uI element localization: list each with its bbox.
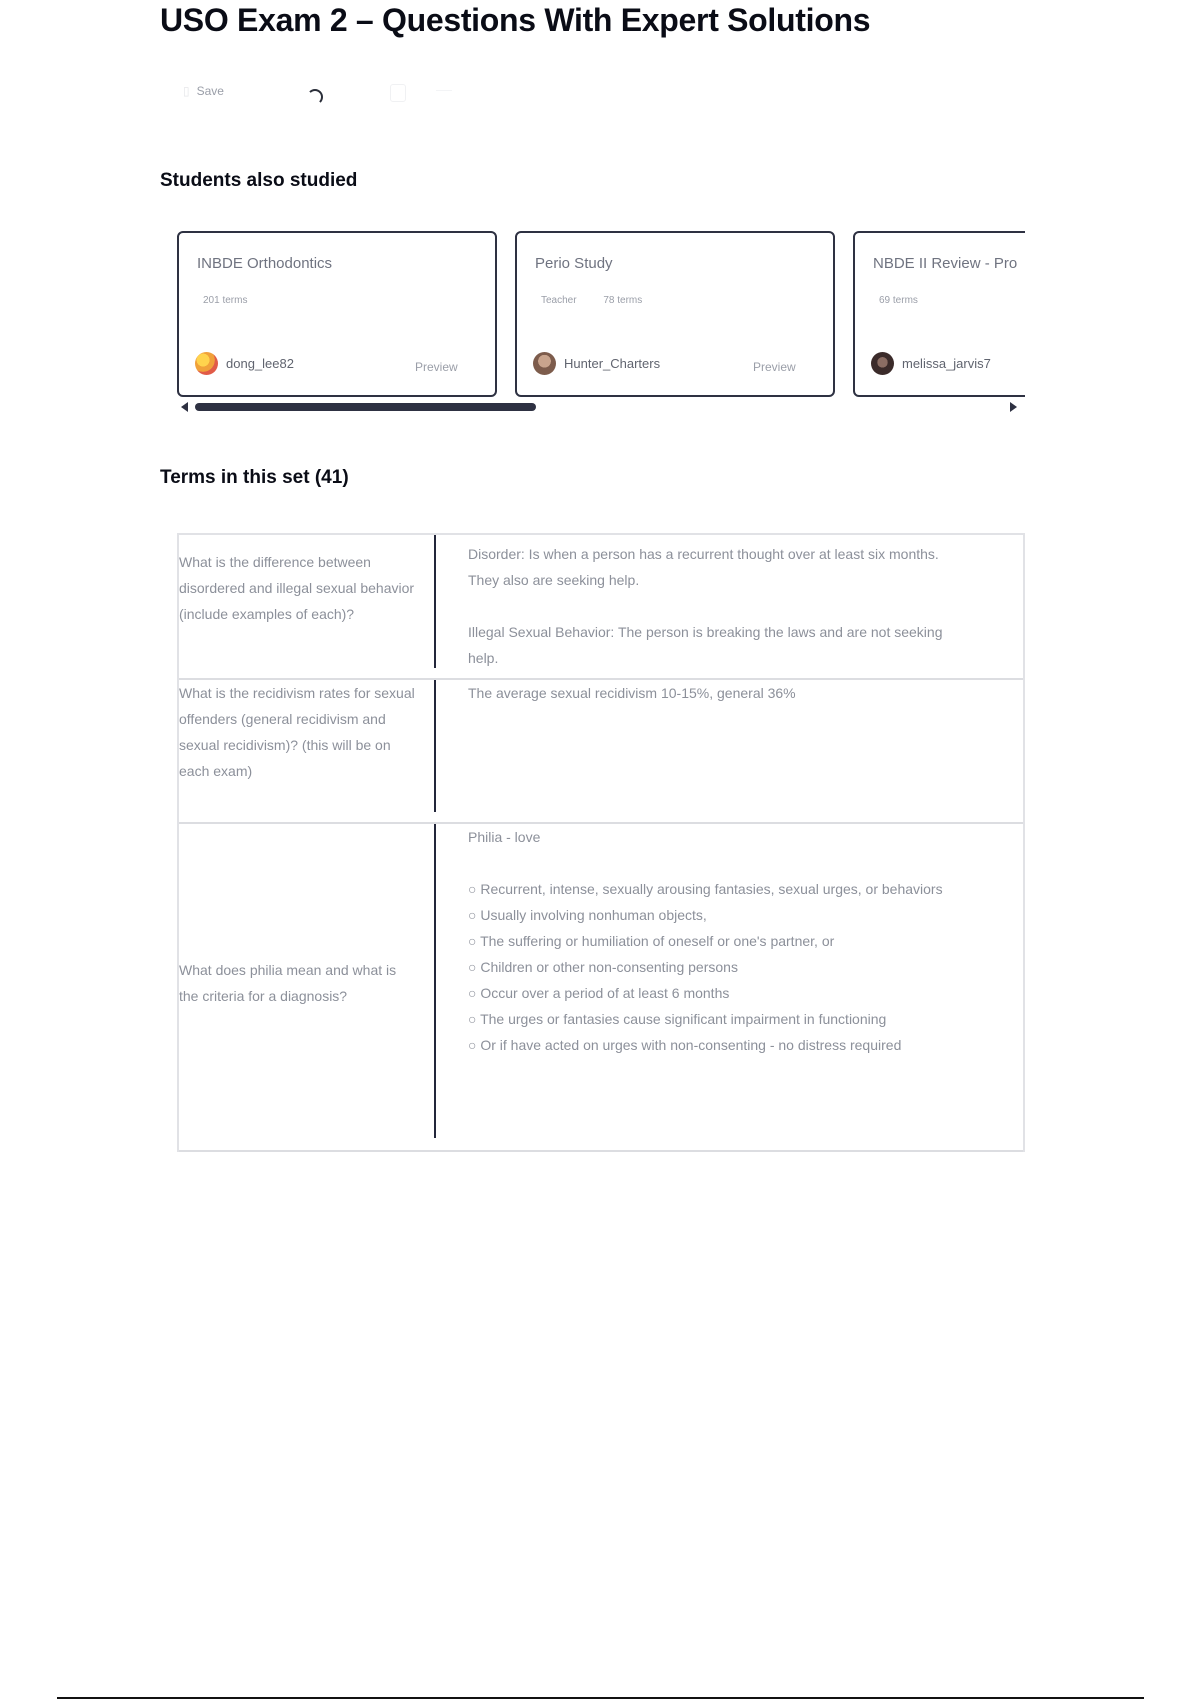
answer-line: ○ Children or other non-consenting persons (468, 959, 738, 975)
study-set-card[interactable] (177, 231, 497, 397)
author-name: Hunter_Charters (564, 356, 661, 371)
preview-button[interactable]: Preview (753, 360, 796, 374)
card-meta (879, 295, 918, 306)
answer-spacer (468, 593, 963, 619)
save-label: Save (196, 84, 224, 98)
answer-line: ○ Or if have acted on urges with non-consenting - no distress required (468, 1037, 902, 1053)
answer-line: ○ The suffering or humiliation of oneself or one's partner, or (468, 933, 835, 949)
carousel-scrollbar[interactable] (195, 403, 536, 411)
answer-line: ○ Usually involving nonhuman objects, (468, 907, 707, 923)
card-title: NBDE II Review - Pro (873, 255, 1018, 272)
author-name: dong_lee82 (226, 356, 294, 371)
page-title: USO Exam 2 – Questions With Expert Solutions (160, 2, 871, 38)
save-button[interactable] (183, 84, 224, 98)
answer-spacer (468, 850, 963, 876)
answer-line: The average sexual recidivism 10-15%, general 36% (468, 685, 796, 701)
author-name: melissa_jarvis7 (902, 356, 991, 371)
page-bottom-divider (57, 1697, 1144, 1699)
term-count: 78 terms (603, 295, 643, 306)
answer-line: Illegal Sexual Behavior: The person is breaking the laws and are not seeking help. (468, 624, 943, 666)
avatar (533, 352, 556, 375)
terms-table (177, 533, 1025, 1152)
card-author (195, 352, 294, 375)
card-author (871, 352, 991, 375)
card-meta (203, 295, 247, 306)
card-author (533, 352, 660, 375)
terms-heading: Terms in this set (41) (160, 467, 349, 488)
scroll-left-arrow-icon[interactable] (181, 402, 188, 412)
avatar (871, 352, 894, 375)
loading-spinner-icon (307, 89, 323, 105)
term-question: What is the recidivism rates for sexual offenders (general recidivism and sexual recidivism)? (this will be on each exam) (179, 685, 415, 779)
share-icon[interactable] (390, 84, 406, 102)
teacher-badge: Teacher (541, 295, 577, 306)
study-set-card[interactable] (515, 231, 835, 397)
preview-button[interactable]: Preview (415, 360, 458, 374)
students-also-studied-heading: Students also studied (160, 170, 358, 191)
term-question: What is the difference between disordered and illegal sexual behavior (include examples of each)? (179, 554, 415, 622)
term-answer (468, 680, 963, 706)
term-answer (468, 824, 963, 1058)
table-row (179, 535, 1023, 680)
scroll-right-arrow-icon[interactable] (1010, 402, 1017, 412)
answer-line: ○ The urges or fantasies cause significant impairment in functioning (468, 1011, 887, 1027)
study-set-card[interactable] (853, 231, 1025, 397)
row-divider (434, 680, 436, 812)
term-answer (468, 541, 963, 671)
answer-line: ○ Occur over a period of at least 6 months (468, 985, 730, 1001)
more-icon[interactable] (436, 90, 452, 95)
study-set-carousel (177, 229, 1025, 413)
card-title: INBDE Orthodontics (197, 255, 333, 272)
term-count: 69 terms (879, 295, 918, 306)
answer-line: ○ Recurrent, intense, sexually arousing fantasies, sexual urges, or behaviors (468, 881, 943, 897)
term-question: What does philia mean and what is the criteria for a diagnosis? (179, 962, 397, 1004)
row-divider (434, 824, 436, 1138)
table-row (179, 680, 1023, 824)
answer-line: Philia - love (468, 829, 541, 845)
row-divider (434, 535, 436, 668)
answer-line: Disorder: Is when a person has a recurrent thought over at least six months. They also are seeking help. (468, 546, 939, 588)
card-meta (541, 295, 642, 306)
term-count: 201 terms (203, 295, 248, 306)
avatar (195, 352, 218, 375)
card-title: Perio Study (535, 255, 613, 272)
table-row (179, 824, 1023, 1152)
bookmark-icon: ▯ (183, 84, 190, 98)
